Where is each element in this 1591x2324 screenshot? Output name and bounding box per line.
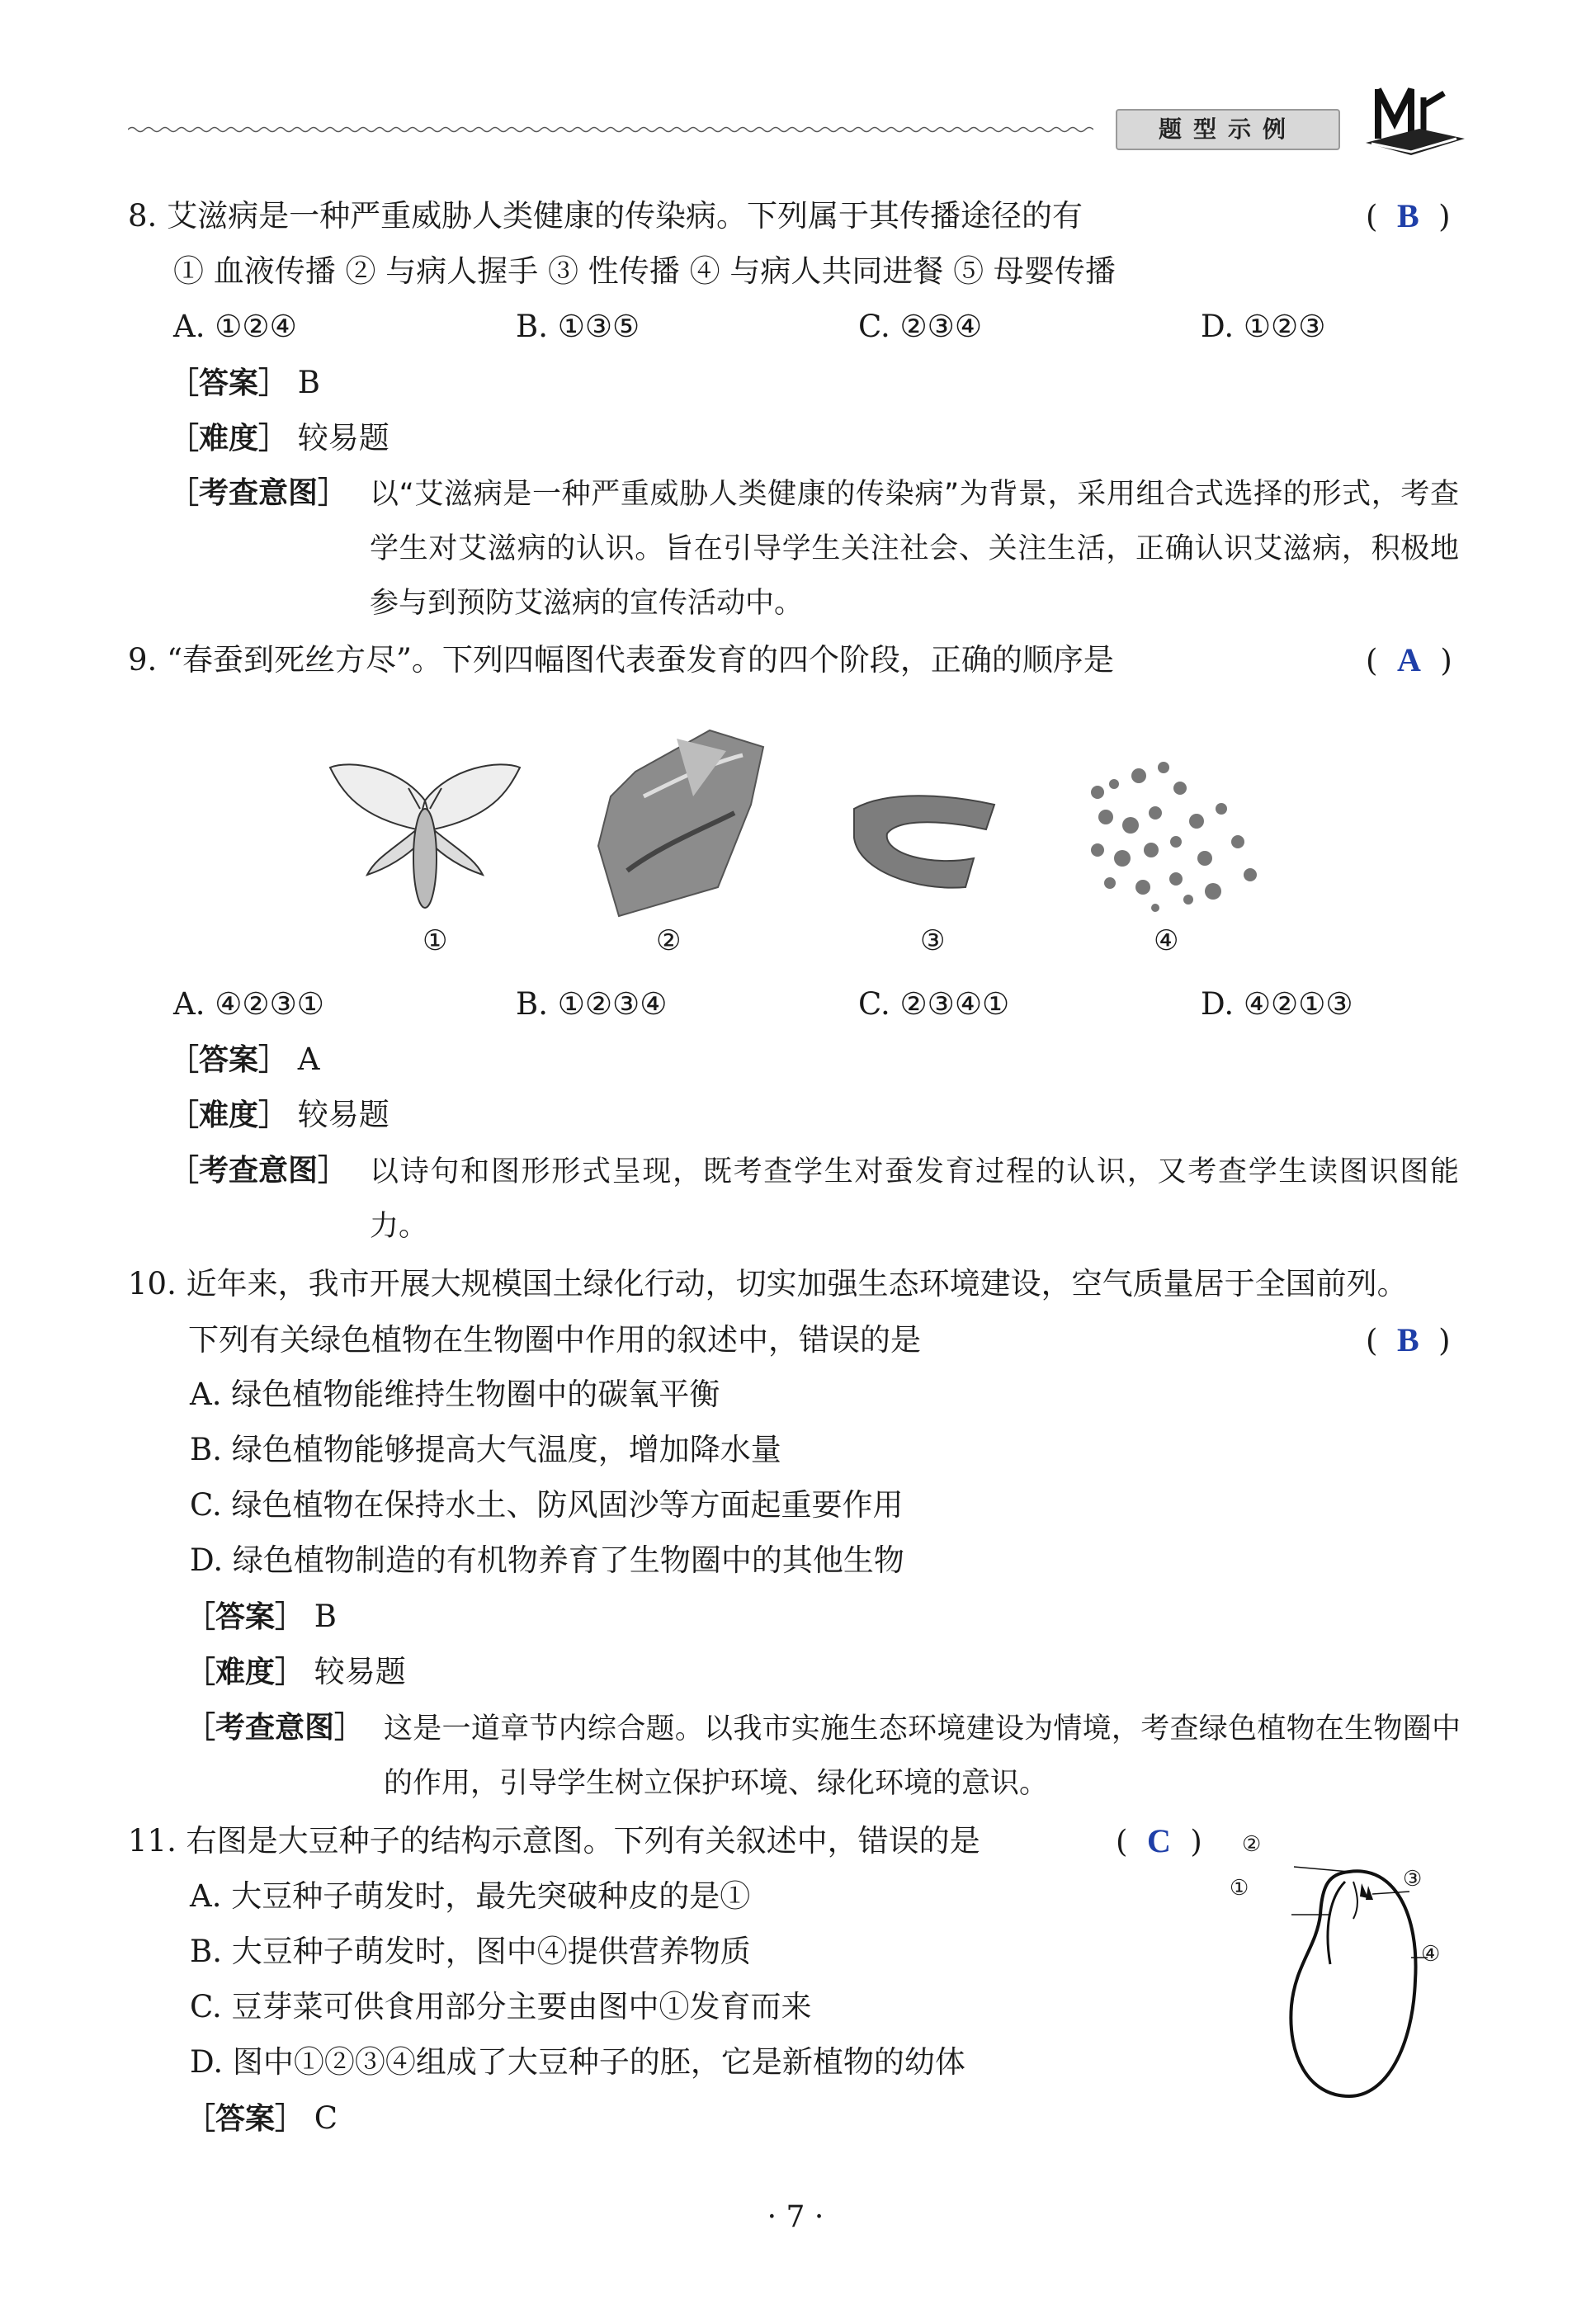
q9-difficulty-value: 较易题	[297, 1097, 389, 1132]
q10-answer-label: ［答案］	[186, 1600, 305, 1634]
seed-label-1: ①	[1230, 1876, 1249, 1901]
q9-option-c: C. ②③④①	[858, 986, 1010, 1022]
q8-answer-mark: B	[1396, 197, 1419, 234]
q10-difficulty-label: ［难度］	[186, 1656, 305, 1689]
q8-difficulty-value: 较易题	[297, 420, 389, 456]
q8-option-d: D. ①②③	[1201, 309, 1326, 344]
silkworm-larva-figure	[842, 788, 1007, 895]
q11-option-b: B. 大豆种子萌发时，图中④提供营养物质	[190, 1934, 751, 1969]
q11-answer-label: ［答案］	[186, 2102, 305, 2136]
q9-difficulty-label: ［难度］	[169, 1098, 289, 1132]
q9-figure-label-3: ③	[920, 924, 946, 957]
q11-option-c: C. 豆芽菜可供食用部分主要由图中①发育而来	[190, 1989, 812, 2024]
q10-stem-line2: 下列有关绿色植物在生物圈中作用的叙述中，错误的是	[188, 1322, 921, 1358]
q10-option-c: C. 绿色植物在保持水土、防风固沙等方面起重要作用	[190, 1487, 904, 1523]
q10-option-a: A. 绿色植物能维持生物圈中的碳氧平衡	[190, 1377, 720, 1412]
q9-intent-label: ［考查意图］	[169, 1154, 348, 1188]
q8-answer-value: B	[297, 365, 320, 400]
q11-answer-mark: C	[1146, 1822, 1171, 1859]
seed-label-2: ②	[1242, 1832, 1262, 1857]
q8-stem: 8. 艾滋病是一种严重威胁人类健康的传染病。下列属于其传播途径的有	[128, 198, 1083, 234]
q9-figure-label-2: ②	[656, 924, 682, 957]
q8-items: ① 血液传播 ② 与病人握手 ③ 性传播 ④ 与病人共同进餐 ⑤ 母婴传播	[173, 253, 1116, 289]
q9-answer-bracket: ( A )	[1366, 641, 1452, 678]
q10-stem-line1: 10. 近年来，我市开展大规模国土绿化行动，切实加强生态环境建设，空气质量居于全国前列。	[128, 1266, 1408, 1301]
q9-figure-label-1: ①	[423, 924, 448, 957]
q9-answer-value: A	[297, 1042, 320, 1077]
q8-intent-label: ［考查意图］	[169, 476, 348, 510]
q10-option-b: B. 绿色植物能够提高大气温度，增加降水量	[190, 1432, 781, 1467]
q10-difficulty-value: 较易题	[314, 1654, 406, 1689]
q11-option-d: D. 图中①②③④组成了大豆种子的胚，它是新植物的幼体	[190, 2044, 965, 2080]
q11-answer-row	[186, 2099, 338, 2139]
q10-answer-bracket: ( B )	[1366, 1321, 1451, 1358]
q8-answer-row	[169, 363, 320, 404]
q9-difficulty-row	[169, 1095, 389, 1136]
silkworm-eggs-figure	[1073, 751, 1271, 916]
header-wavy-rule	[128, 125, 1093, 134]
q10-intent-label: ［考查意图］	[186, 1711, 365, 1745]
book-logo-icon	[1362, 73, 1469, 163]
q9-answer-row	[169, 1040, 320, 1080]
silkworm-moth-figure	[326, 751, 524, 916]
q9-option-b: B. ①②③④	[516, 986, 668, 1022]
page-number: · 7 ·	[767, 2200, 824, 2234]
q11-answer-value: C	[314, 2100, 338, 2136]
q10-answer-mark: B	[1396, 1321, 1419, 1358]
q10-answer-value: B	[314, 1599, 337, 1634]
q9-option-a: A. ④②③①	[173, 986, 324, 1022]
seed-label-3: ③	[1403, 1867, 1423, 1892]
seed-label-4: ④	[1421, 1942, 1441, 1967]
q11-stem: 11. 右图是大豆种子的结构示意图。下列有关叙述中，错误的是	[128, 1823, 980, 1859]
q8-difficulty-row	[169, 418, 389, 459]
q9-answer-mark: A	[1396, 641, 1421, 678]
q9-intent-text: 以诗句和图形形式呈现，既考查学生对蚕发育过程的认识，又考查学生读图识图能力。	[370, 1155, 1459, 1243]
q10-difficulty-row	[186, 1652, 406, 1693]
q10-answer-row	[186, 1597, 337, 1637]
q9-figure-label-4: ④	[1154, 924, 1179, 957]
q11-answer-bracket: ( C )	[1116, 1822, 1202, 1859]
q8-option-b: B. ①③⑤	[516, 309, 640, 344]
section-tag: 题型示例	[1116, 109, 1340, 150]
q8-option-a: A. ①②④	[173, 309, 297, 344]
q10-option-d: D. 绿色植物制造的有机物养育了生物圈中的其他生物	[190, 1542, 904, 1578]
q8-answer-label: ［答案］	[169, 366, 289, 400]
soybean-seed-diagram	[1271, 1849, 1452, 2104]
q8-difficulty-label: ［难度］	[169, 422, 289, 456]
q8-intent-text: 以“艾滋病是一种严重威胁人类健康的传染病”为背景，采用组合式选择的形式，考查学生对艾滋病的认识。旨在引导学生关注社会、关注生活，正确认识艾滋病，积极地参与到预防艾滋病的宣传活动中。	[370, 478, 1459, 620]
q10-intent-text: 这是一道章节内综合题。以我市实施生态环境建设为情境，考查绿色植物在生物圈中的作用，引导学生树立保护环境、绿化环境的意识。	[384, 1712, 1461, 1800]
q9-option-d: D. ④②①③	[1201, 986, 1353, 1022]
q9-answer-label: ［答案］	[169, 1043, 289, 1077]
silkworm-cocoon-figure	[586, 722, 776, 920]
q8-option-c: C. ②③④	[858, 309, 983, 344]
q11-option-a: A. 大豆种子萌发时，最先突破种皮的是①	[190, 1878, 751, 1914]
q8-answer-bracket: ( B )	[1366, 197, 1451, 234]
q9-stem: 9. “春蚕到死丝方尽”。下列四幅图代表蚕发育的四个阶段，正确的顺序是	[128, 642, 1114, 678]
